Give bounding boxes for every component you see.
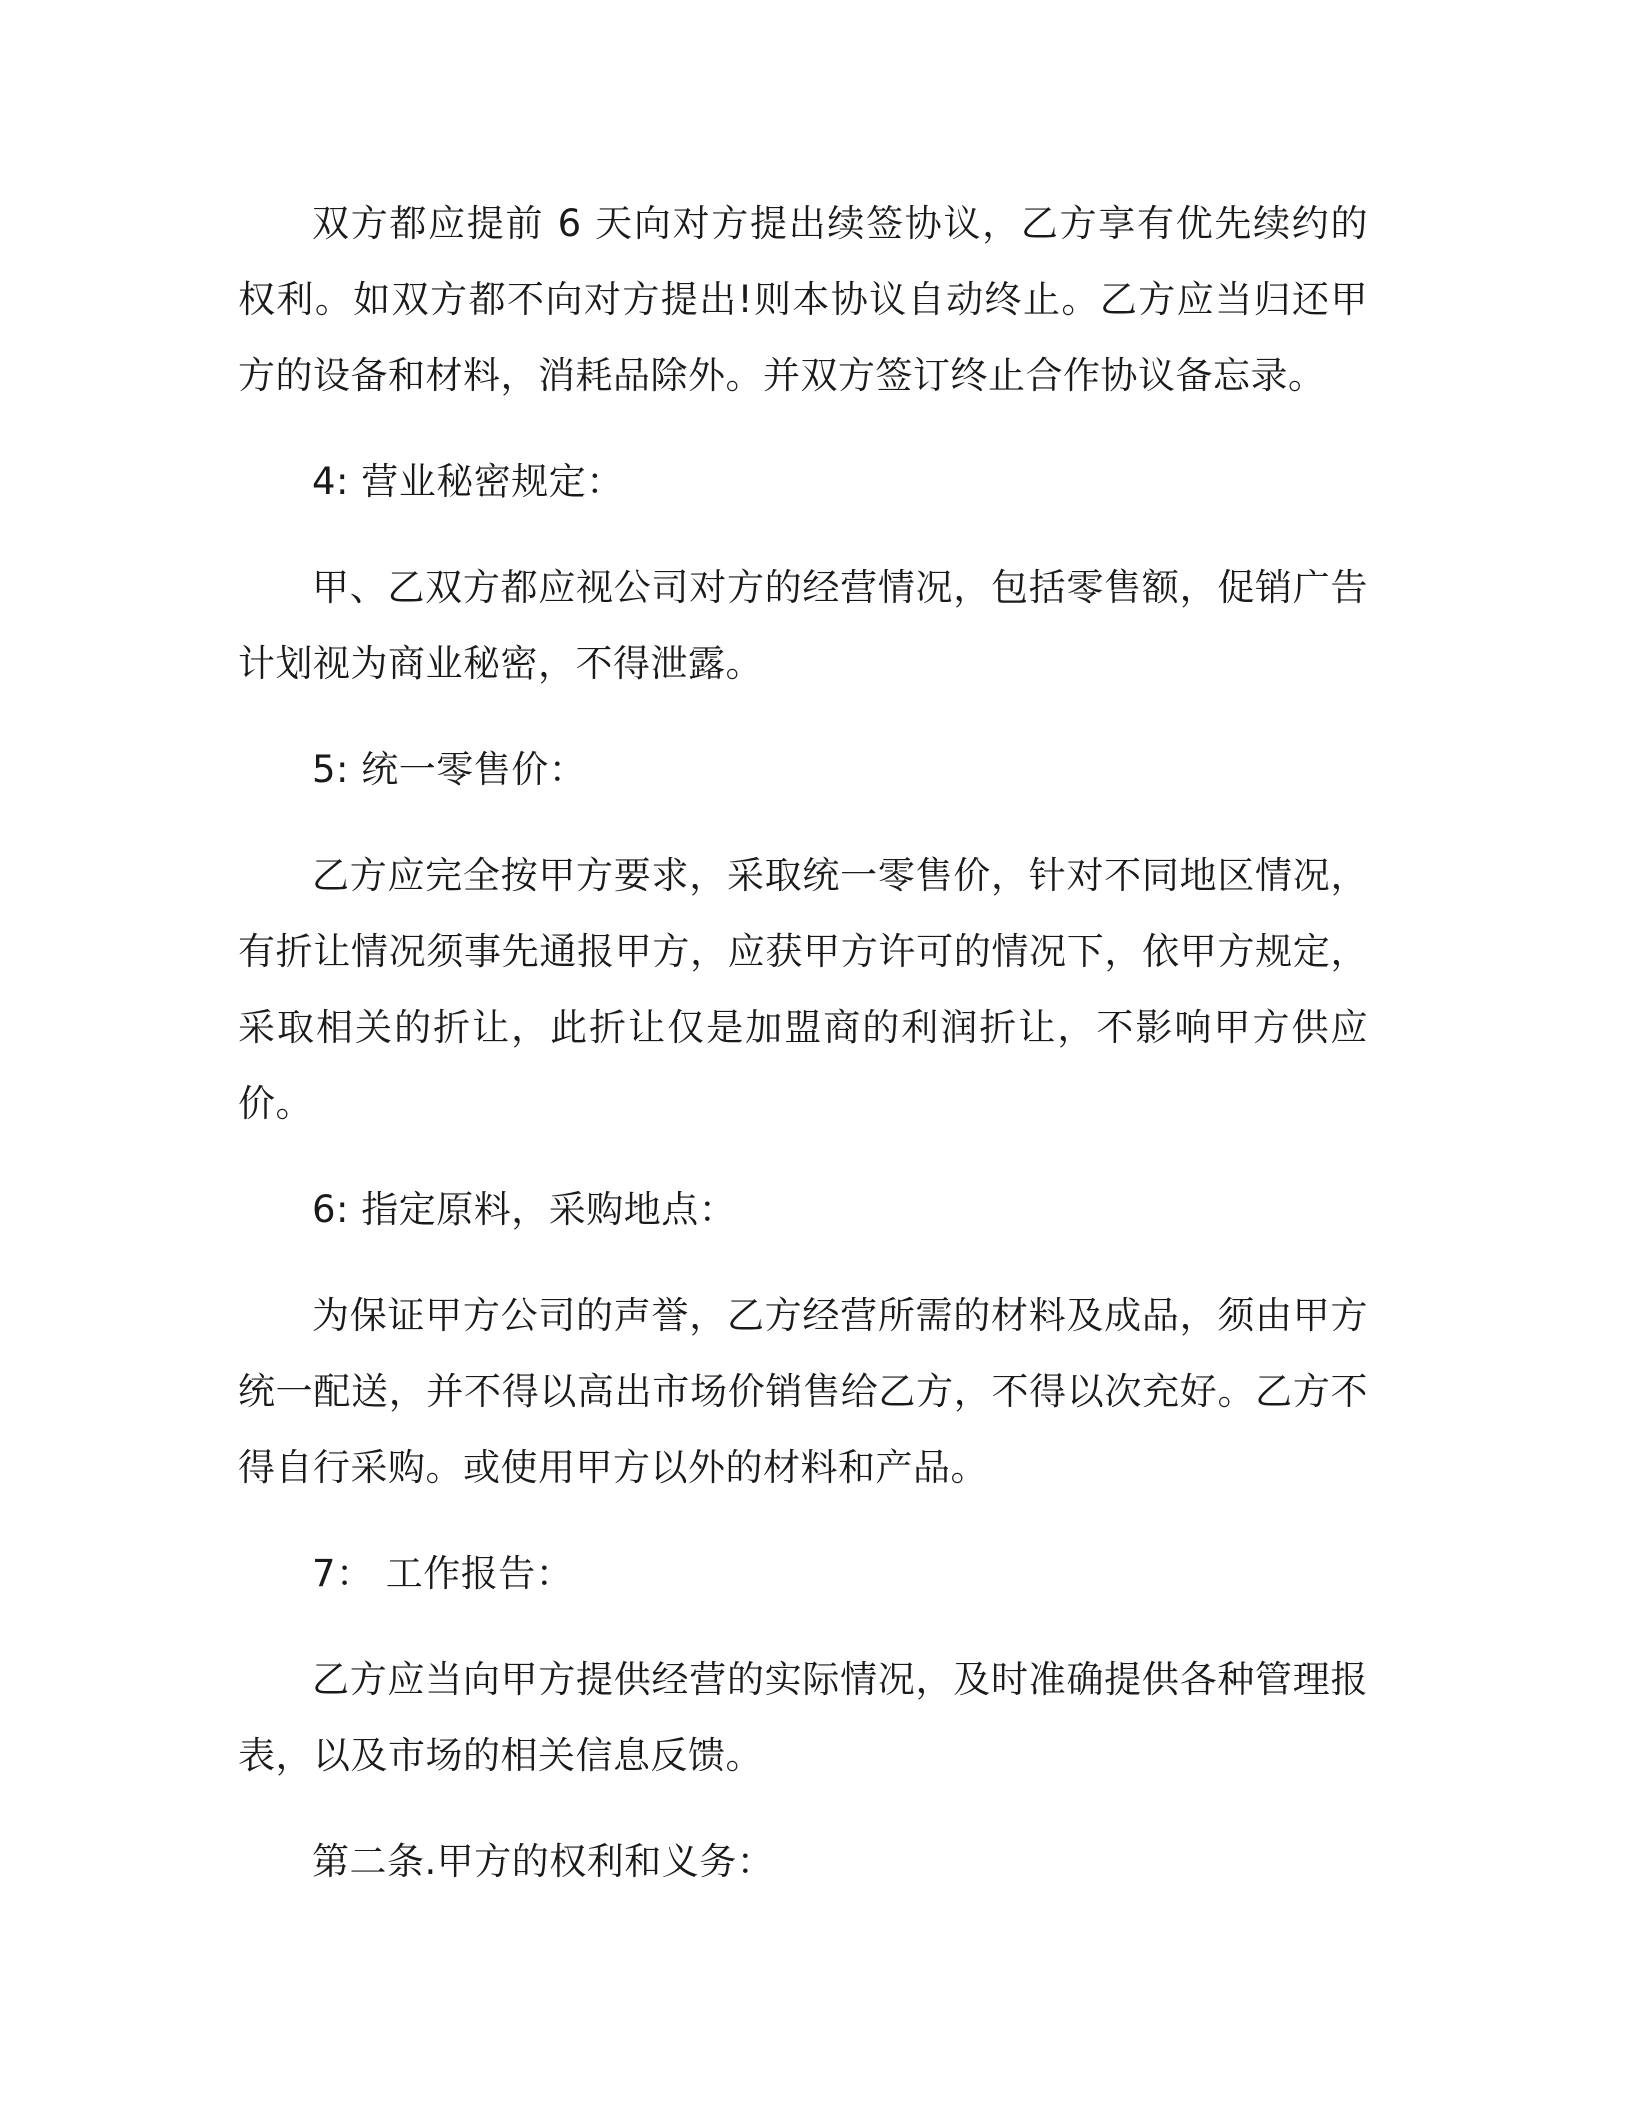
paragraph-gap [238, 808, 1368, 838]
paragraph-gap [238, 1794, 1368, 1824]
section-heading-work-report: 7： 工作报告： [312, 1552, 574, 1595]
paragraph-work-report: 乙方应当向甲方提供经营的实际情况，及时准确提供各种管理报表，以及市场的相关信息反馈。 [238, 1658, 1368, 1777]
paragraph-renewal: 双方都应提前 6 天向对方提出续签协议，乙方享有优先续约的权利。如双方都不向对方提出!则本协议自动终止。乙方应当归还甲方的设备和材料，消耗品除外。并双方签订终止合作协议备忘录。 [238, 202, 1368, 397]
section-heading-retail-price: 5: 统一零售价： [312, 748, 587, 791]
paragraph-gap [238, 1506, 1368, 1536]
paragraph-trade-secrets: 甲、乙双方都应视公司对方的经营情况，包括零售额，促销广告计划视为商业秘密，不得泄露。 [238, 566, 1368, 685]
paragraph-gap [238, 1612, 1368, 1642]
paragraph-materials: 为保证甲方公司的声誉，乙方经营所需的材料及成品，须由甲方统一配送，并不得以高出市场价销售给乙方，不得以次充好。乙方不得自行采购。或使用甲方以外的材料和产品。 [238, 1294, 1368, 1489]
paragraph-gap [238, 702, 1368, 732]
section-heading-trade-secrets: 4: 营业秘密规定： [312, 460, 624, 503]
paragraph-gap [238, 1142, 1368, 1172]
paragraph-gap [238, 414, 1368, 444]
paragraph-retail-price: 乙方应完全按甲方要求，采取统一零售价，针对不同地区情况，有折让情况须事先通报甲方，应获甲方许可的情况下，依甲方规定，采取相关的折让，此折让仅是加盟商的利润折让，不影响甲方供应价。 [238, 854, 1368, 1125]
document-body [238, 186, 1368, 1900]
section-heading-materials: 6: 指定原料，采购地点： [312, 1188, 737, 1231]
paragraph-gap [238, 1248, 1368, 1278]
paragraph-gap [238, 520, 1368, 550]
article-heading-party-a-rights: 第二条.甲方的权利和义务： [312, 1840, 775, 1883]
